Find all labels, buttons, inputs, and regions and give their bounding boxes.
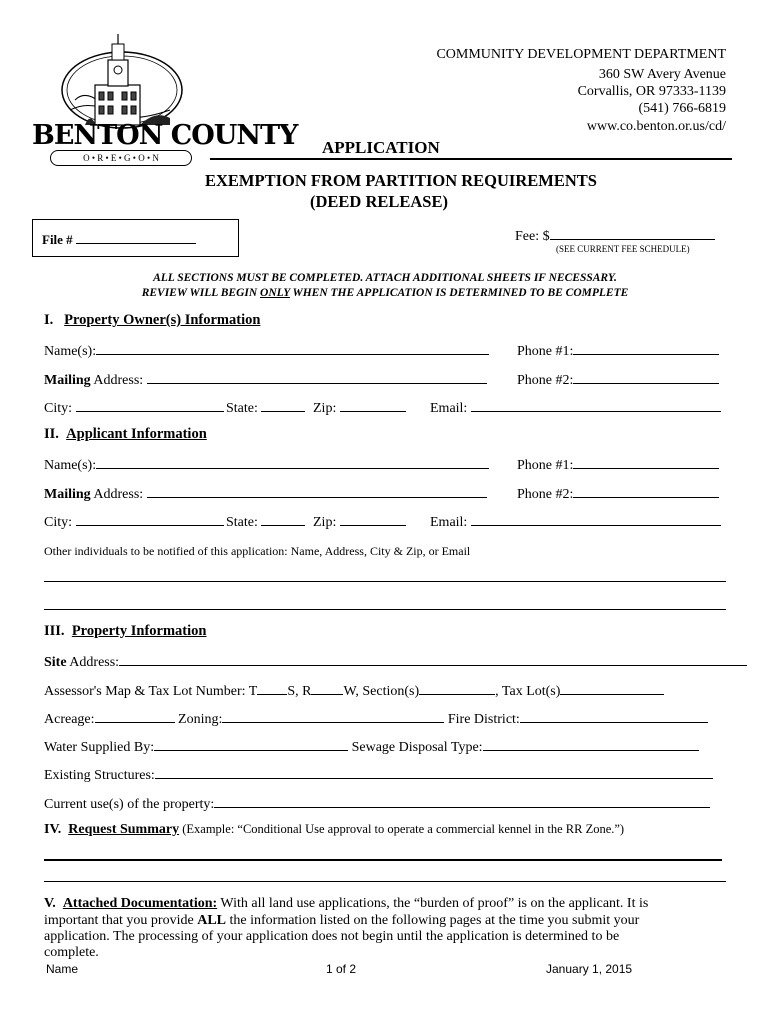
applicant-zip-label: Zip:	[313, 515, 340, 530]
section-3-number: III.	[44, 623, 65, 639]
footer-date: January 1, 2015	[546, 962, 633, 976]
owner-phone1-field[interactable]	[517, 341, 719, 360]
department-city: Corvallis, OR 97333-1139	[577, 84, 726, 99]
current-use-label: Current use(s) of the property:	[44, 797, 215, 812]
logo-state-banner	[50, 150, 192, 166]
other-notified-label: Other individuals to be notified of this application: Name, Address, City & Zip, or Email	[44, 544, 471, 558]
site-bold: Site	[44, 655, 67, 670]
owner-email-field[interactable]	[430, 398, 721, 417]
footer-left: Name	[46, 962, 79, 976]
section-1-title: Property Owner(s) Information	[64, 312, 261, 328]
w-section-label: W, Section(s)	[343, 684, 420, 699]
fee-label: Fee: $	[515, 229, 550, 244]
owner-phone2-field[interactable]	[517, 370, 719, 389]
applicant-phone2-field[interactable]	[517, 484, 719, 503]
section-2-title: Applicant Information	[66, 426, 207, 442]
section-1-heading	[44, 312, 260, 329]
zoning-label: Zoning:	[174, 712, 223, 727]
applicant-phone2-label: Phone #2:	[517, 487, 574, 502]
request-summary-line-2[interactable]	[44, 881, 726, 882]
owner-mailing-bold: Mailing	[44, 373, 91, 388]
section-4-heading	[44, 822, 624, 838]
applicant-phone1-field[interactable]	[517, 455, 719, 474]
section-2-heading	[44, 426, 207, 443]
department-name: COMMUNITY DEVELOPMENT DEPARTMENT	[436, 47, 726, 62]
applicant-state-field[interactable]	[226, 512, 305, 531]
current-use-field[interactable]	[44, 794, 710, 813]
form-title-line1: EXEMPTION FROM PARTITION REQUIREMENTS	[205, 171, 597, 190]
department-address: 360 SW Avery Avenue	[598, 67, 726, 82]
section-5-text2-post: the information listed on the following pages at the time you submit your	[226, 913, 640, 928]
applicant-email-field[interactable]	[430, 512, 721, 531]
acreage-label: Acreage:	[44, 712, 95, 727]
section-5-all: ALL	[197, 913, 226, 928]
section-5-title: Attached Documentation:	[62, 896, 218, 911]
owner-names-field[interactable]	[44, 341, 489, 360]
owner-phone2-label: Phone #2:	[517, 373, 574, 388]
applicant-mailing-field[interactable]	[44, 484, 487, 503]
applicant-email-label: Email:	[430, 515, 471, 530]
applicant-names-field[interactable]	[44, 455, 489, 474]
request-summary-line-1[interactable]	[44, 859, 722, 861]
instructions-line2-pre: REVIEW WILL BEGIN	[141, 287, 261, 299]
instructions-line2-post: WHEN THE APPLICATION IS DETERMINED TO BE COMPLETE	[289, 287, 629, 299]
existing-label: Existing Structures:	[44, 768, 155, 783]
section-4-number: IV.	[44, 822, 62, 837]
applicant-city-field[interactable]	[44, 512, 224, 531]
instructions-line1: ALL SECTIONS MUST BE COMPLETED. ATTACH ADDITIONAL SHEETS IF NECESSARY.	[153, 272, 617, 284]
logo-state-text: O • R • E • G • O • N	[83, 153, 159, 163]
header-rule	[210, 158, 732, 160]
section-5-text2-pre: important that you provide	[44, 913, 198, 928]
section-2-number: II.	[44, 426, 59, 442]
applicant-city-label: City:	[44, 515, 76, 530]
tax-lot-label: , Tax Lot(s)	[495, 684, 561, 699]
section-4-example: (Example: “Conditional Use approval to operate a commercial kennel in the RR Zone.”)	[179, 822, 625, 836]
owner-city-label: City:	[44, 401, 76, 416]
instructions-only: ONLY	[260, 287, 290, 299]
section-5-text1: With all land use applications, the “burden of proof” is on the applicant. It is	[217, 896, 649, 911]
section-5-number: V.	[44, 896, 56, 911]
fee-field[interactable]	[515, 226, 715, 245]
applicant-mailing-bold: Mailing	[44, 487, 91, 502]
file-number-field[interactable]	[42, 230, 196, 248]
form-title-line2: (DEED RELEASE)	[310, 192, 448, 211]
department-website: www.co.benton.or.us/cd/	[586, 119, 726, 134]
water-sewage-field[interactable]	[44, 737, 699, 756]
instructions-line2	[0, 287, 770, 299]
applicant-phone1-label: Phone #1:	[517, 458, 574, 473]
owner-state-field[interactable]	[226, 398, 305, 417]
owner-phone1-label: Phone #1:	[517, 344, 574, 359]
applicant-zip-field[interactable]	[313, 512, 406, 531]
owner-mailing-field[interactable]	[44, 370, 487, 389]
acreage-zoning-fire-field[interactable]	[44, 709, 708, 728]
application-title: APPLICATION	[322, 138, 440, 157]
section-5-line4: complete.	[44, 945, 99, 960]
section-3-title: Property Information	[71, 623, 207, 639]
section-5-line2	[44, 913, 639, 929]
site-address-field[interactable]	[44, 652, 747, 671]
section-3-heading	[44, 623, 206, 640]
section-5-line3: application. The processing of your application does not begin until the application is determined to be	[44, 929, 620, 944]
sr-label: S, R	[287, 684, 312, 699]
applicant-names-label: Name(s):	[44, 458, 97, 473]
logo-county-name: BENTON COUNTY	[32, 120, 298, 151]
sewage-label: Sewage Disposal Type:	[348, 740, 483, 755]
department-phone: (541) 766-6819	[638, 101, 726, 116]
fire-label: Fire District:	[444, 712, 520, 727]
file-number-label: File #	[42, 232, 76, 247]
water-label: Water Supplied By:	[44, 740, 155, 755]
owner-email-label: Email:	[430, 401, 471, 416]
section-1-number: I.	[44, 312, 54, 328]
section-4-title: Request Summary	[68, 822, 180, 837]
applicant-state-label: State:	[226, 515, 262, 530]
footer-page-number: 1 of 2	[326, 962, 357, 976]
owner-zip-label: Zip:	[313, 401, 340, 416]
fee-note: (SEE CURRENT FEE SCHEDULE)	[556, 244, 690, 254]
other-notified-line-1[interactable]	[44, 581, 726, 582]
owner-state-label: State:	[226, 401, 262, 416]
owner-city-field[interactable]	[44, 398, 224, 417]
owner-address-label: Address:	[90, 373, 147, 388]
section-5-line1	[44, 896, 648, 912]
assessor-label: Assessor's Map & Tax Lot Number: T	[44, 684, 258, 699]
applicant-address-label: Address:	[90, 487, 147, 502]
existing-structures-field[interactable]	[44, 765, 713, 784]
assessor-map-field[interactable]	[44, 681, 664, 700]
site-address-label: Address:	[66, 655, 120, 670]
owner-names-label: Name(s):	[44, 344, 97, 359]
owner-zip-field[interactable]	[313, 398, 406, 417]
other-notified-line-2[interactable]	[44, 609, 726, 610]
